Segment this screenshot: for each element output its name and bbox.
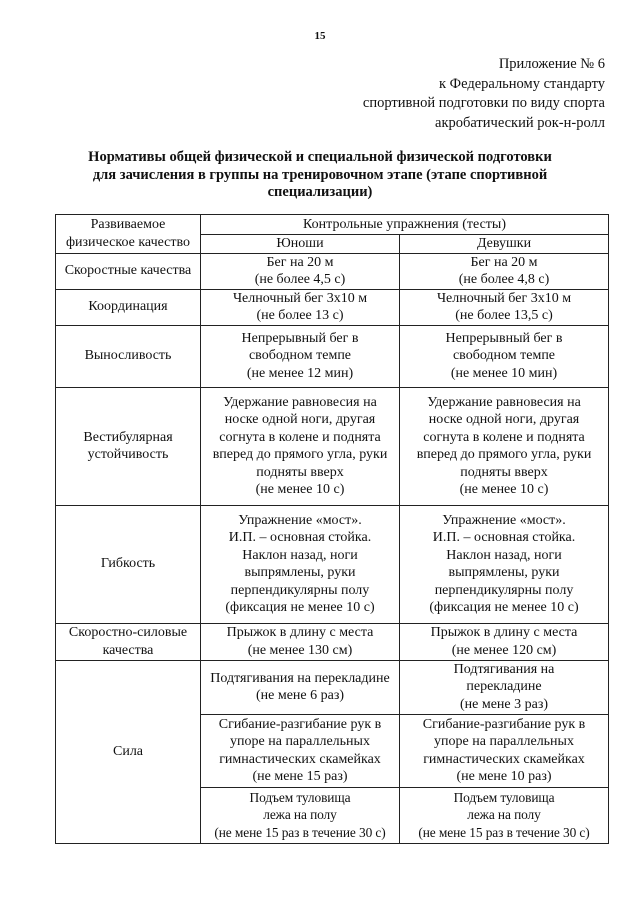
cell-line: лежа на полу bbox=[263, 807, 337, 823]
boys-cell bbox=[201, 505, 400, 623]
cell-line: Бег на 20 м bbox=[470, 254, 538, 270]
cell-line: (не более 4,8 с) bbox=[458, 272, 550, 287]
girls-cell bbox=[400, 623, 609, 660]
cell-line: Прыжок в длину с места bbox=[226, 625, 374, 640]
cell-line: подняты вверх bbox=[256, 464, 344, 480]
header-row bbox=[56, 215, 609, 235]
quality-line: Скоростно-силовые bbox=[68, 625, 188, 640]
cell-line: Наклон назад, ноги bbox=[446, 547, 562, 563]
table-row bbox=[56, 253, 609, 289]
cell-line: Подъем туловища bbox=[453, 789, 555, 805]
cell-line: вперед до прямого угла, руки bbox=[212, 447, 388, 462]
header-girls-cell: Девушки bbox=[400, 235, 609, 254]
cell-line: Непрерывный бег в bbox=[445, 330, 563, 346]
quality-line: качества bbox=[102, 642, 154, 658]
cell-line: Подтягивания на bbox=[453, 661, 555, 677]
cell-line: Подтягивания на перекладине bbox=[210, 670, 390, 686]
cell-line: (не мене 15 раз в течение 30 с) bbox=[214, 824, 386, 840]
cell-line: гимнастических скамейках bbox=[219, 751, 381, 767]
quality-cell bbox=[56, 325, 201, 387]
header-boys-cell: Юноши bbox=[201, 235, 400, 254]
cell-line: перекладине bbox=[466, 679, 542, 695]
table-row bbox=[56, 289, 609, 325]
cell-line: Сгибание-разгибание рук в bbox=[422, 716, 586, 732]
boys-cell bbox=[201, 325, 400, 387]
quality-cell bbox=[56, 623, 201, 660]
cell-line: вперед до прямого угла, руки bbox=[416, 447, 592, 462]
cell-line: согнута в колене и поднята bbox=[219, 429, 381, 445]
cell-line: (не менее 10 с) bbox=[459, 482, 549, 497]
cell-line: (не менее 10 с) bbox=[255, 482, 345, 497]
cell-line: (не менее 10 мин) bbox=[450, 365, 558, 381]
norms-table bbox=[55, 214, 609, 844]
boys-cell bbox=[201, 660, 400, 714]
quality-cell bbox=[56, 253, 201, 289]
cell-line: (не мене 10 раз) bbox=[456, 769, 552, 784]
boys-cell bbox=[201, 714, 400, 787]
cell-line: лежа на полу bbox=[467, 807, 541, 823]
cell-line: (не мене 15 раз) bbox=[252, 769, 348, 784]
cell-line: Упражнение «мост». bbox=[238, 512, 362, 528]
header-tests-cell: Контрольные упражнения (тесты) bbox=[201, 215, 609, 235]
cell-line: (не более 13,5 с) bbox=[455, 308, 553, 323]
quality-cell bbox=[56, 289, 201, 325]
cell-line: Челночный бег 3х10 м bbox=[436, 290, 572, 306]
girls-cell bbox=[400, 660, 609, 714]
girls-cell bbox=[400, 253, 609, 289]
quality-line: устойчивость bbox=[87, 447, 169, 462]
table-row bbox=[56, 623, 609, 660]
cell-line: Удержание равновесия на bbox=[223, 394, 377, 410]
girls-cell bbox=[400, 289, 609, 325]
cell-line: Бег на 20 м bbox=[266, 254, 334, 270]
cell-line: перпендикулярны полу bbox=[434, 582, 574, 598]
cell-line: выпрямлены, руки bbox=[244, 565, 356, 580]
cell-line: Сгибание-разгибание рук в bbox=[218, 716, 382, 732]
page-number: 15 bbox=[314, 30, 326, 42]
cell-line: выпрямлены, руки bbox=[448, 565, 560, 580]
quality-line: Выносливость bbox=[84, 348, 172, 364]
cell-line: Подъем туловища bbox=[249, 789, 351, 805]
cell-line: упоре на параллельных bbox=[230, 734, 370, 749]
header-quality-line: Развиваемое bbox=[90, 217, 166, 233]
quality-cell bbox=[56, 505, 201, 623]
header-quality-line: физическое качество bbox=[65, 234, 191, 250]
table-row bbox=[56, 387, 609, 505]
appendix-line: Приложение № 6 bbox=[498, 56, 605, 72]
title-line: специализации) bbox=[267, 184, 373, 200]
cell-line: упоре на параллельных bbox=[434, 734, 574, 749]
appendix-line: акробатический рок-н-ролл bbox=[435, 114, 605, 131]
quality-cell bbox=[56, 387, 201, 505]
cell-line: (фиксация не менее 10 с) bbox=[225, 600, 375, 615]
cell-line: Челночный бег 3х10 м bbox=[232, 290, 368, 306]
cell-line: (не более 13 с) bbox=[256, 308, 344, 323]
cell-line: гимнастических скамейках bbox=[423, 751, 585, 767]
girls-cell bbox=[400, 387, 609, 505]
quality-line: Координация bbox=[88, 299, 168, 315]
title-line: для зачисления в группы на тренировочном этапе (этапе спортивной bbox=[92, 166, 548, 183]
cell-line: Упражнение «мост». bbox=[442, 512, 566, 528]
cell-line: (фиксация не менее 10 с) bbox=[429, 600, 579, 615]
girls-cell bbox=[400, 505, 609, 623]
quality-line: Вестибулярная bbox=[83, 429, 173, 445]
cell-line: Наклон назад, ноги bbox=[242, 547, 358, 563]
cell-line: Прыжок в длину с места bbox=[430, 625, 578, 640]
cell-line: Удержание равновесия на bbox=[427, 394, 581, 410]
cell-line: (не менее 12 мин) bbox=[246, 365, 354, 381]
boys-cell bbox=[201, 289, 400, 325]
document-title bbox=[60, 149, 580, 202]
cell-line: (не мене 15 раз в течение 30 с) bbox=[418, 824, 590, 840]
appendix-header bbox=[363, 55, 605, 133]
cell-line: (не менее 120 см) bbox=[451, 642, 557, 658]
cell-line: свободном темпе bbox=[452, 348, 556, 364]
cell-line: Непрерывный бег в bbox=[241, 330, 359, 346]
cell-line: носке одной ноги, другая bbox=[428, 412, 580, 427]
header-quality-cell bbox=[56, 215, 201, 254]
cell-line: носке одной ноги, другая bbox=[224, 412, 376, 427]
boys-cell bbox=[201, 787, 400, 843]
table-row bbox=[56, 505, 609, 623]
quality-line: Гибкость bbox=[100, 556, 156, 572]
cell-line: согнута в колене и поднята bbox=[423, 429, 585, 445]
cell-line: И.П. – основная стойка. bbox=[432, 530, 576, 545]
boys-cell bbox=[201, 623, 400, 660]
girls-cell bbox=[400, 787, 609, 843]
cell-line: свободном темпе bbox=[248, 348, 352, 364]
cell-line: (не более 4,5 с) bbox=[254, 272, 346, 287]
appendix-line: спортивной подготовки по виду спорта bbox=[362, 95, 605, 111]
girls-cell bbox=[400, 714, 609, 787]
table-row bbox=[56, 660, 609, 714]
appendix-line: к Федеральному стандарту bbox=[438, 75, 605, 92]
boys-cell bbox=[201, 387, 400, 505]
girls-cell bbox=[400, 325, 609, 387]
table-row bbox=[56, 325, 609, 387]
title-line: Нормативы общей физической и специальной физической подготовки bbox=[88, 149, 552, 165]
cell-line: И.П. – основная стойка. bbox=[228, 530, 372, 545]
cell-line: (не менее 130 см) bbox=[247, 642, 353, 658]
quality-line: Скоростные качества bbox=[64, 263, 192, 279]
quality-cell-strength: Сила bbox=[56, 660, 201, 843]
cell-line: (не мене 6 раз) bbox=[255, 688, 345, 703]
cell-line: подняты вверх bbox=[460, 464, 548, 480]
cell-line: (не мене 3 раз) bbox=[459, 696, 549, 712]
cell-line: перпендикулярны полу bbox=[230, 582, 370, 598]
boys-cell bbox=[201, 253, 400, 289]
